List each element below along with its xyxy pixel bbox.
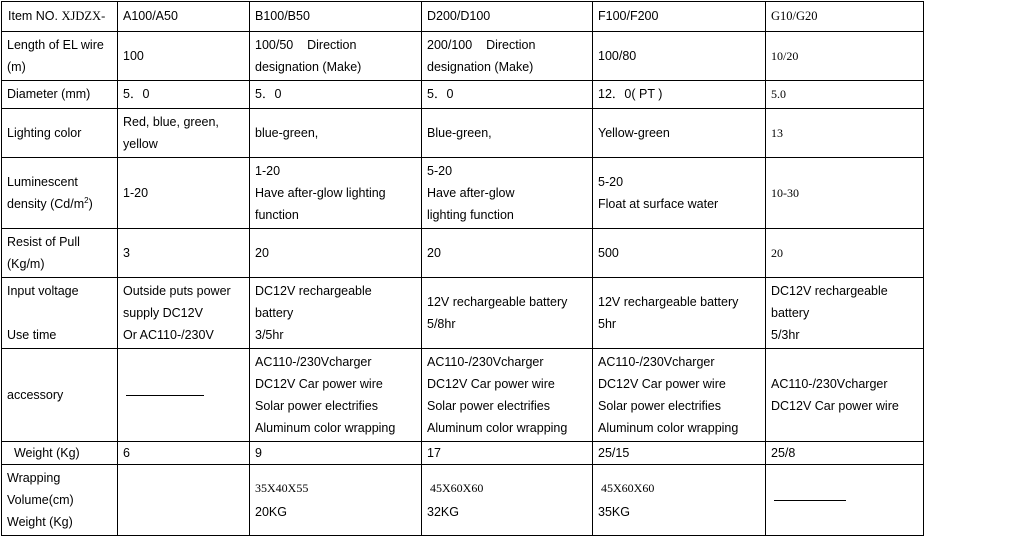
diameter-d: 5．0 [422,81,593,109]
diameter-a: 5．0 [118,81,250,109]
color-row [2,109,924,158]
accessory-label: accessory [2,349,118,442]
pull-a: 3 [118,229,250,278]
voltage-label: Input voltage Use time [2,278,118,349]
item-no-prefix: XJDZX- [61,9,106,23]
pull-g: 20 [766,229,924,278]
diameter-f: 12．0( PT ) [593,81,766,109]
luminescent-label: Luminescent density $(Cd/m^2)$ [2,158,118,229]
weight-b: 9 [250,442,422,465]
model-g: G10/G20 [766,2,924,32]
pull-label: Resist of Pull (Kg/m) [2,229,118,278]
empty-dash [126,395,204,396]
voltage-row [2,278,924,349]
pull-row [2,229,924,278]
weight-a: 6 [118,442,250,465]
spec-table [1,1,924,536]
length-g: 10/20 [766,32,924,81]
length-b: 100/50 Direction designation (Make) [250,32,422,81]
accessory-g: AC110-/230Vcharger DC12V Car power wire [766,349,924,442]
length-f: 100/80 [593,32,766,81]
wrapping-d: 45X60X60 32KG [422,465,593,536]
luminescent-f: 5-20 Float at surface water [593,158,766,229]
accessory-a [118,349,250,442]
model-b: B100/B50 [250,2,422,32]
color-label: Lighting color [2,109,118,158]
empty-dash [774,500,846,501]
accessory-b: AC110-/230Vcharger DC12V Car power wire Solar power electrifies Aluminum color wrapping [250,349,422,442]
wrapping-g [766,465,924,536]
accessory-d: AC110-/230Vcharger DC12V Car power wire Solar power electrifies Aluminum color wrapping [422,349,593,442]
voltage-a: Outside puts power supply DC12V Or AC110-/230V [118,278,250,349]
voltage-b: DC12V rechargeable battery 3/5hr [250,278,422,349]
voltage-g: DC12V rechargeable battery 5/3hr [766,278,924,349]
wrapping-row [2,465,924,536]
diameter-row [2,81,924,109]
accessory-row [2,349,924,442]
weight-f: 25/15 [593,442,766,465]
weight-label: Weight (Kg) [2,442,118,465]
luminescent-d: 5-20 Have after-glow lighting function [422,158,593,229]
wrapping-a [118,465,250,536]
length-a: 100 [118,32,250,81]
model-f: F100/F200 [593,2,766,32]
weight-d: 17 [422,442,593,465]
item-no-cell [2,2,118,32]
luminescent-row [2,158,924,229]
color-a: Red, blue, green, yellow [118,109,250,158]
pull-b: 20 [250,229,422,278]
pull-d: 20 [422,229,593,278]
wrapping-label: Wrapping Volume(cm) Weight (Kg) [2,465,118,536]
weight-g: 25/8 [766,442,924,465]
wrapping-f: 45X60X60 35KG [593,465,766,536]
diameter-b: 5．0 [250,81,422,109]
diameter-label: Diameter (mm) [2,81,118,109]
wrapping-b: 35X40X55 20KG [250,465,422,536]
model-a: A100/A50 [118,2,250,32]
color-f: Yellow-green [593,109,766,158]
voltage-d: 12V rechargeable battery 5/8hr [422,278,593,349]
luminescent-g: 10-30 [766,158,924,229]
color-b: blue-green, [250,109,422,158]
length-row [2,32,924,81]
weight-row [2,442,924,465]
color-d: Blue-green, [422,109,593,158]
length-d: 200/100 Direction designation (Make) [422,32,593,81]
header-row [2,2,924,32]
accessory-f: AC110-/230Vcharger DC12V Car power wire Solar power electrifies Aluminum color wrapping [593,349,766,442]
pull-f: 500 [593,229,766,278]
diameter-g: 5.0 [766,81,924,109]
luminescent-b: 1-20 Have after-glow lighting function [250,158,422,229]
voltage-f: 12V rechargeable battery 5hr [593,278,766,349]
length-label: Length of EL wire (m) [2,32,118,81]
item-no-label: Item NO. [8,9,59,23]
color-g: 13 [766,109,924,158]
luminescent-a: 1-20 [118,158,250,229]
model-d: D200/D100 [422,2,593,32]
